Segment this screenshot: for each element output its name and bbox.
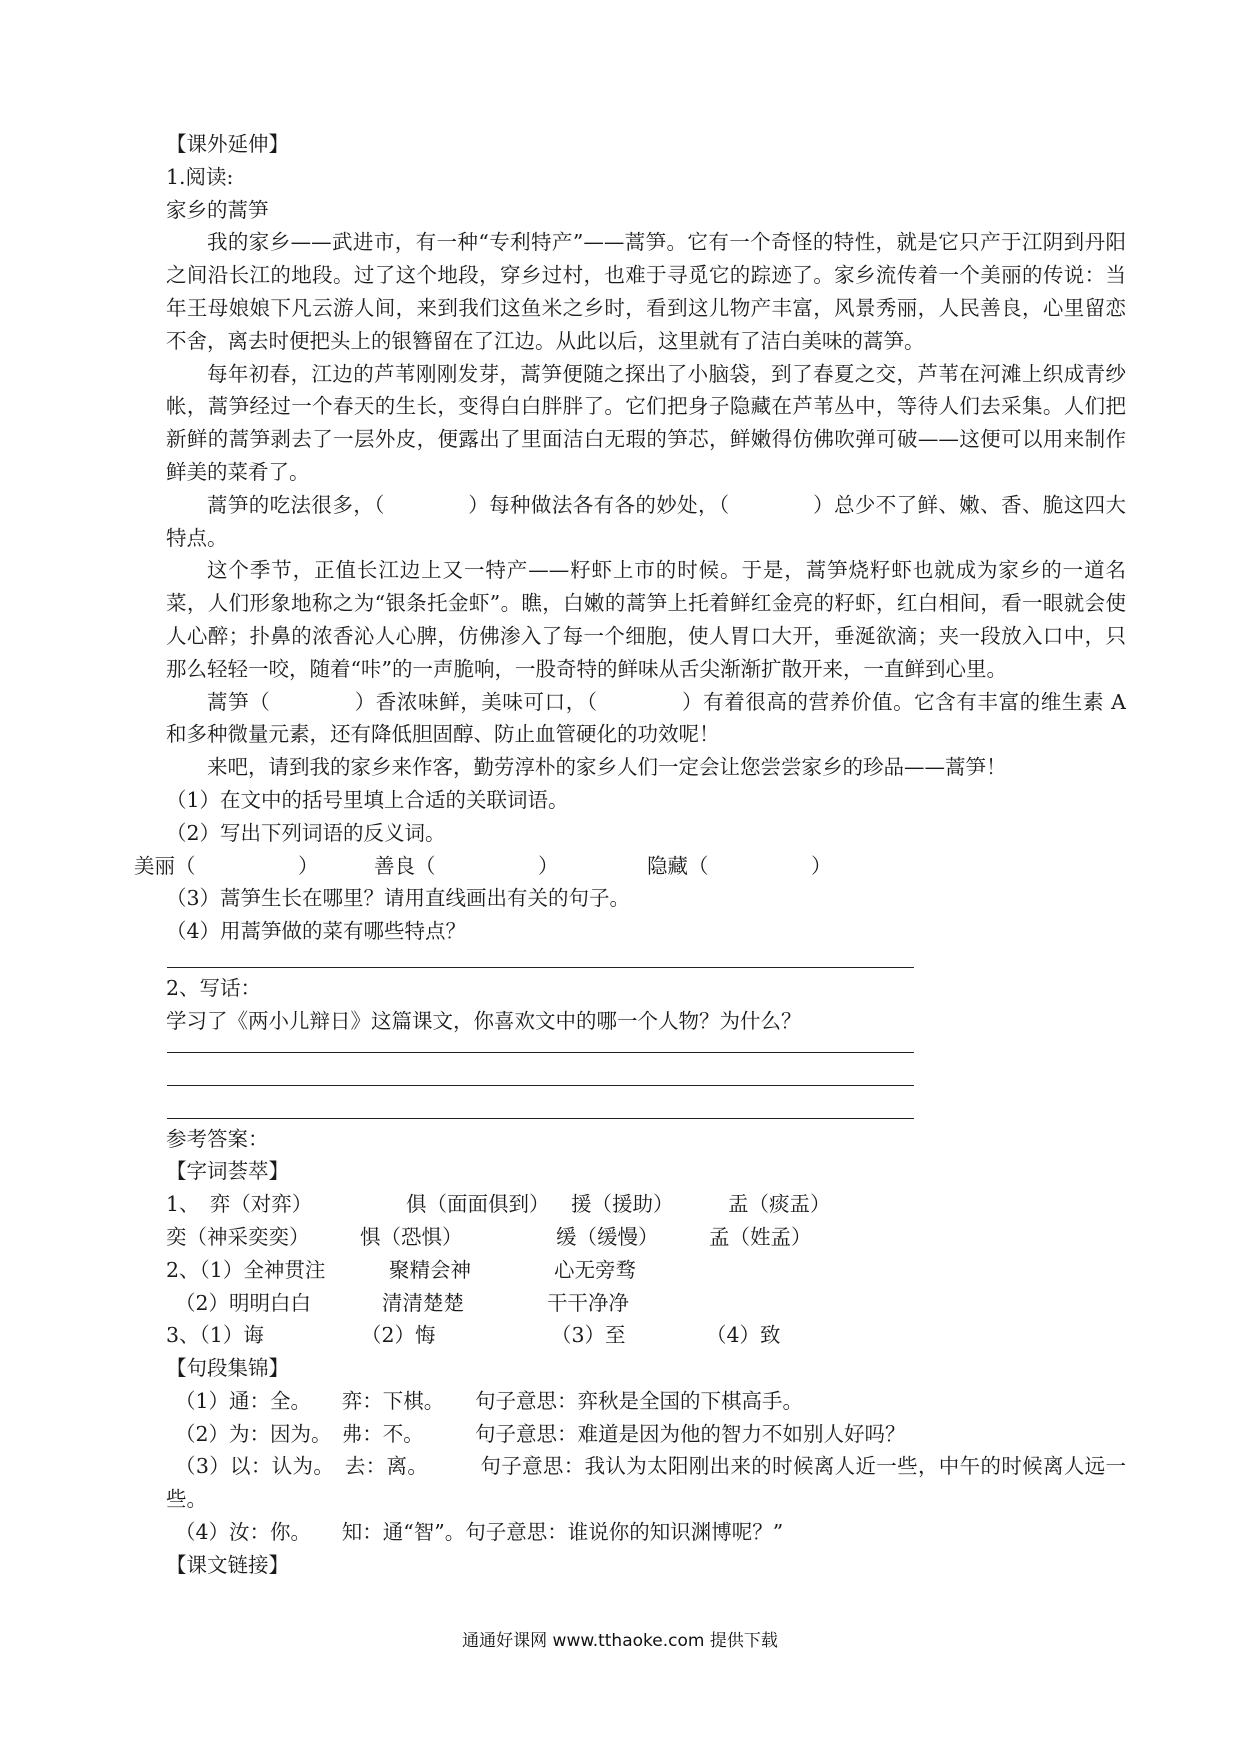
answer-row [166, 1254, 1126, 1287]
sentence-answer: （4）汝：你。 知：通“智”。句子意思：谁说你的知识渊博呢？” [175, 1520, 784, 1545]
antonym-blank[interactable]: 美丽（ ） [134, 853, 319, 878]
sub-question-1: （1）在文中的括号里填上合适的关联词语。 [166, 787, 569, 812]
answer-item: 缓（缓慢） [556, 1224, 659, 1249]
answer-item: 干干净净 [547, 1290, 629, 1315]
document-page [134, 128, 1126, 1582]
article-paragraph: 蒿笋的吃法很多，（ ）每种做法各有各的妙处，（ ）总少不了鲜、嫩、香、脆这四大特点。 [166, 492, 1126, 550]
question-2-prompt: 学习了《两小儿辩日》这篇课文，你喜欢文中的哪一个人物？为什么？ [166, 1008, 802, 1033]
antonym-row [134, 850, 1126, 883]
sentence-answer: （1）通：全。 弈：下棋。 句子意思：弈秋是全国的下棋高手。 [175, 1388, 804, 1413]
answer-line[interactable] [167, 1118, 914, 1119]
answer-item: 俱（面面俱到） [406, 1192, 550, 1217]
answer-item: 惧（恐惧） [360, 1224, 463, 1249]
answer-item: （2）悔 [361, 1323, 436, 1348]
sub-question-4: （4）用蒿笋做的菜有哪些特点？ [166, 919, 467, 944]
section-heading-text-link: 【课文链接】 [166, 1552, 289, 1577]
answer-item: 清清楚楚 [382, 1290, 464, 1315]
article-title: 家乡的蒿笋 [166, 197, 269, 222]
answer-item: 聚精会神 [389, 1257, 471, 1282]
antonym-blank[interactable]: 善良（ ） [374, 853, 559, 878]
sentence-answer: （2）为：因为。 弗：不。 句子意思：难道是因为他的智力不如别人好吗？ [175, 1421, 906, 1446]
sub-question-2: （2）写出下列词语的反义词。 [166, 820, 446, 845]
answer-row [166, 1221, 1126, 1254]
answer-row [166, 1319, 1126, 1352]
article-paragraph: 这个季节，正值长江边上又一特产——籽虾上市的时候。于是，蒿笋烧籽虾也就成为家乡的一道名菜，人们形象地称之为“银条托金虾”。瞧，白嫩的蒿笋上托着鲜红金亮的籽虾，红白相间，看一眼就会使人心醉；扑鼻的浓香沁人心脾，仿佛渗入了每一个细胞，使人胃口大开，垂涎欲滴；夹一段放入口中，只那么轻轻一咬，随着“咔”的一声脆响，一股奇特的鲜味从舌尖渐渐扩散开来，一直鲜到心里。 [166, 558, 1126, 681]
answers-title: 参考答案： [166, 1126, 269, 1151]
question-2-title: 2、写话： [166, 975, 262, 1000]
answer-item: （2）明明白白 [175, 1290, 312, 1315]
article-paragraph: 我的家乡——武进市，有一种“专利特产”——蒿笋。它有一个奇怪的特性，就是它只产于江阴到丹阳之间沿长江的地段。过了这个地段，穿乡过村，也难于寻觅它的踪迹了。家乡流传着一个美丽的传说：当年王母娘娘下凡云游人间，来到我们这鱼米之乡时，看到这儿物产丰富，风景秀丽，人民善良，心里留恋不舍，离去时便把头上的银簪留在了江边。从此以后，这里就有了洁白美味的蒿笋。 [166, 230, 1126, 353]
answer-item: 盂（痰盂） [728, 1192, 831, 1217]
article-paragraph: 蒿笋（ ）香浓味鲜，美味可口，（ ）有着很高的营养价值。它含有丰富的维生素 A 和多种微量元素，还有降低胆固醇、防止血管硬化的功效呢！ [166, 689, 1126, 747]
section-heading-sentences: 【句段集锦】 [166, 1356, 289, 1381]
sentence-answer: （3）以：认为。 去：离。 句子意思：我认为太阳刚出来的时候离人近一些，中午的时候离人远一些。 [166, 1454, 1126, 1512]
answer-item: 2、（1）全神贯注 [166, 1257, 326, 1282]
question-1-title: 1.阅读: [166, 164, 234, 189]
page-footer: 通通好课网 www.tthaoke.com 提供下载 [462, 1631, 778, 1651]
answer-row [166, 1287, 1126, 1320]
answer-item: 奕（神采奕奕） [166, 1224, 310, 1249]
answer-item: 孟（姓孟） [709, 1224, 812, 1249]
answer-line[interactable] [167, 967, 914, 968]
answer-item: 援（援助） [571, 1192, 674, 1217]
answer-item: 3、（1）诲 [166, 1323, 264, 1348]
answer-item: 心无旁骛 [554, 1257, 636, 1282]
article-paragraph: 每年初春，江边的芦苇刚刚发芽，蒿笋便随之探出了小脑袋，到了春夏之交，芦苇在河滩上织成青纱帐，蒿笋经过一个春天的生长，变得白白胖胖了。它们把身子隐藏在芦苇丛中，等待人们去采集。人们把新鲜的蒿笋剥去了一层外皮，便露出了里面洁白无瑕的笋芯，鲜嫩得仿佛吹弹可破——这便可以用来制作鲜美的菜肴了。 [166, 361, 1126, 484]
section-heading-vocab: 【字词荟萃】 [166, 1159, 289, 1184]
answer-item: 1、 弈（对弈） [166, 1192, 313, 1217]
section-heading-extension: 【课外延伸】 [166, 132, 289, 156]
antonym-blank[interactable]: 隐藏（ ） [647, 853, 832, 878]
answer-item: （3）至 [551, 1323, 626, 1348]
article-paragraph: 来吧，请到我的家乡来作客，勤劳淳朴的家乡人们一定会让您尝尝家乡的珍品——蒿笋！ [207, 755, 1007, 780]
answer-row [166, 1188, 1126, 1221]
answer-item: （4）致 [706, 1323, 781, 1348]
sub-question-3: （3）蒿笋生长在哪里？请用直线画出有关的句子。 [166, 886, 631, 911]
